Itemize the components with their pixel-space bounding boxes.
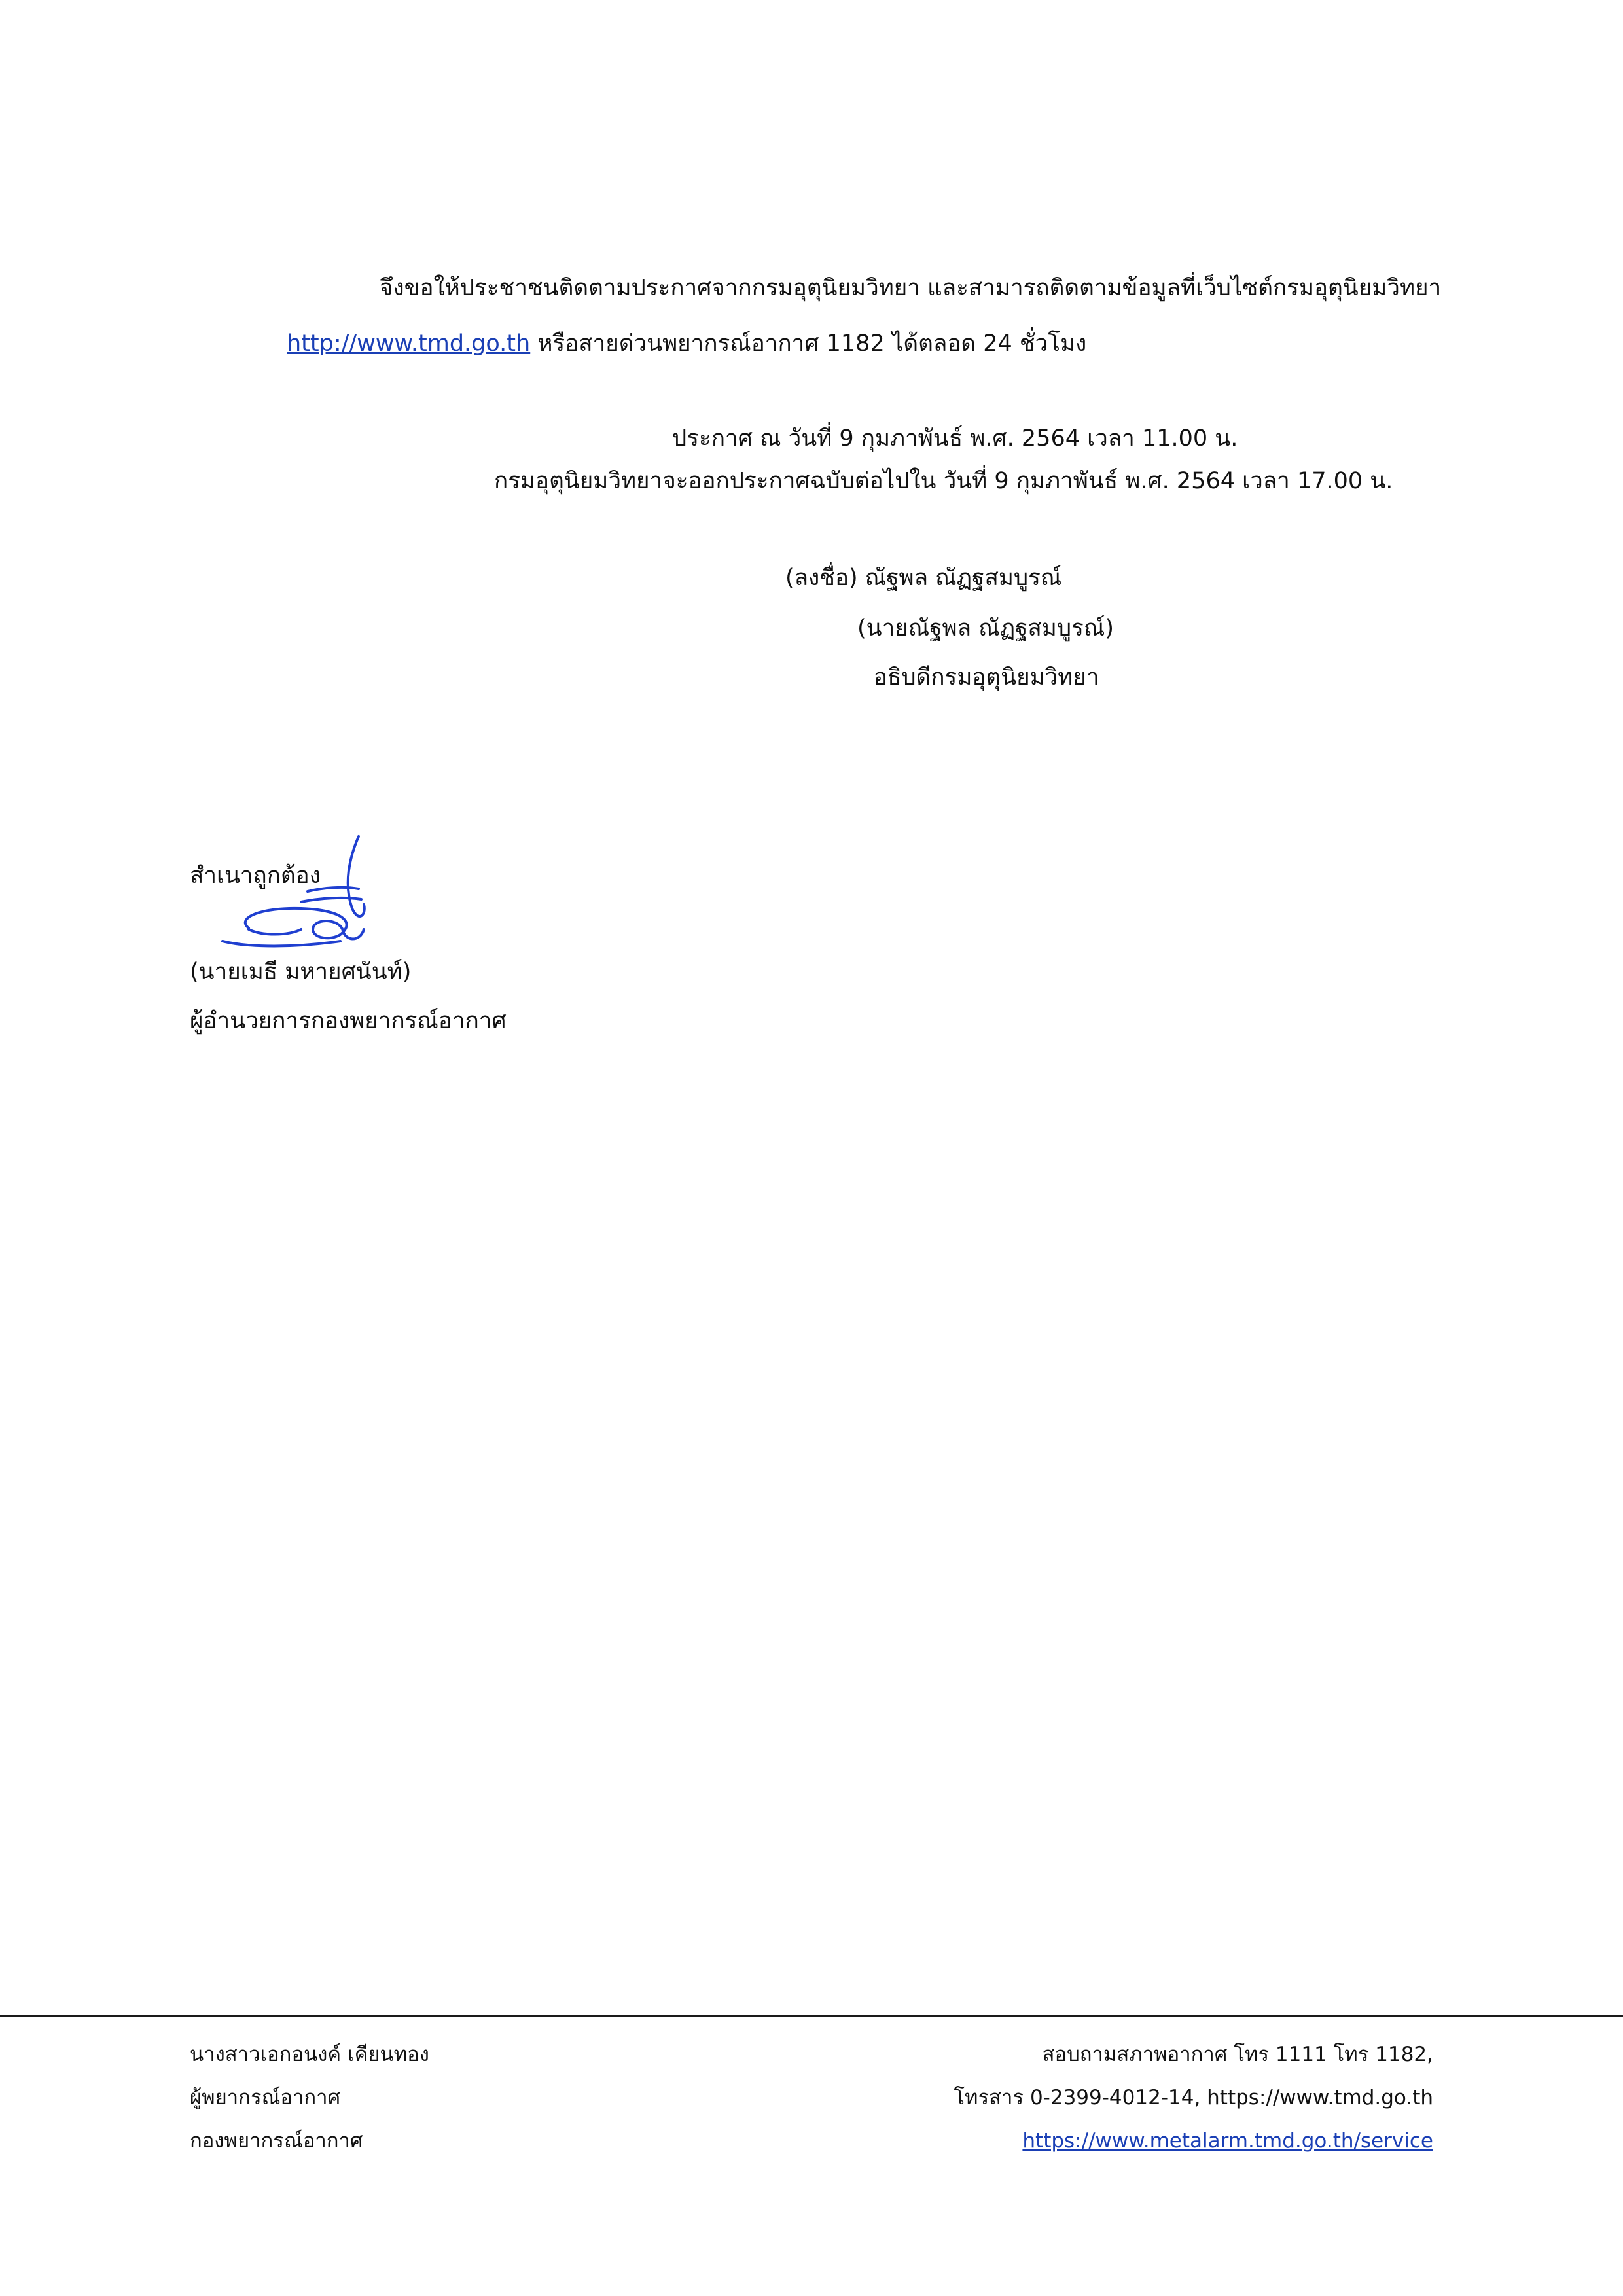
handwritten-signature xyxy=(209,831,380,962)
certified-copy-label: สำเนาถูกต้อง xyxy=(190,863,321,889)
footer-divider xyxy=(0,2015,1623,2017)
certifier-title: ผู้อำนวยการกองพยากรณ์อากาศ xyxy=(190,1008,507,1034)
hotline-text: หรือสายด่วนพยากรณ์อากาศ 1182 ได้ตลอด 24 ชั่วโมง xyxy=(537,331,1087,357)
announcement-paragraph-line1: จึงขอให้ประชาชนติดตามประกาศจากกรมอุตุนิยมวิทยา และสามารถติดตามข้อมูลที่เว็บไซต์กรมอุตุนิยมวิทยา xyxy=(380,275,1442,301)
certifier-name: (นายเมธี มหายศนันท์) xyxy=(190,959,412,985)
tmd-website-link[interactable]: http://www.tmd.go.th xyxy=(287,331,531,357)
metalarm-link-line xyxy=(1022,2125,1433,2157)
contact-phone-line: สอบถามสภาพอากาศ โทร 1111 โทร 1182, xyxy=(1042,2043,1433,2066)
signed-by-line: (ลงชื่อ) ณัฐพล ณัฏฐสมบูรณ์ xyxy=(785,565,1062,591)
director-name: (นายณัฐพล ณัฏฐสมบูรณ์) xyxy=(857,615,1115,641)
forecaster-name: นางสาวเอกอนงค์ เคียนทอง xyxy=(190,2043,429,2066)
director-title: อธิบดีกรมอุตุนิยมวิทยา xyxy=(874,664,1099,691)
next-issue-notice: กรมอุตุนิยมวิทยาจะออกประกาศฉบับต่อไปใน วันที่ 9 กุมภาพันธ์ พ.ศ. 2564 เวลา 17.00 น. xyxy=(494,468,1393,494)
contact-fax-line: โทรสาร 0-2399-4012-14, https://www.tmd.go.th xyxy=(954,2086,1433,2109)
forecast-division: กองพยากรณ์อากาศ xyxy=(190,2129,363,2153)
metalarm-service-link[interactable]: https://www.metalarm.tmd.go.th/service xyxy=(1022,2129,1433,2153)
announcement-paragraph-line2 xyxy=(287,327,1086,360)
forecaster-role: ผู้พยากรณ์อากาศ xyxy=(190,2086,341,2109)
issued-datetime: ประกาศ ณ วันที่ 9 กุมภาพันธ์ พ.ศ. 2564 เวลา 11.00 น. xyxy=(672,425,1238,452)
